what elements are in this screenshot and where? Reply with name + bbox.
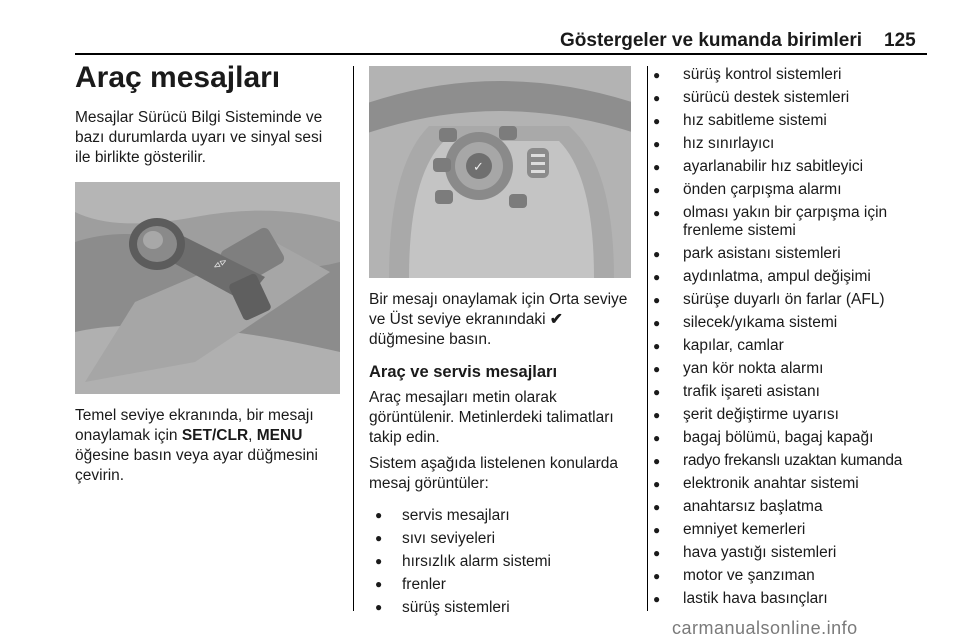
list-item: ● bagaj bölümü, bagaj kapağı [653,429,943,447]
list-item: ● anahtarsız başlatma [653,498,943,516]
header-rule [75,53,927,55]
column-divider [647,66,648,611]
list-item: ● servis mesajları [375,504,639,527]
column-3 [653,66,943,613]
list-item: ● hava yastığı sistemleri [653,544,943,562]
subsection-heading: Araç ve servis mesajları [369,363,558,381]
list-item: ● yan kör nokta alarmı [653,360,943,378]
list-item: ● lastik hava basınçları [653,590,943,608]
watermark: carmanualsonline.info [672,618,858,638]
lever-caption: Temel seviye ekranında, bir mesajı onaylamak için SET/CLR, MENU öğesine basın veya ayar düğmesini çevirin. [75,407,318,484]
list-item: ● trafik işareti asistanı [653,383,943,401]
list-item: ● aydınlatma, ampul değişimi [653,268,943,286]
list-item: ● şerit değiştirme uyarısı [653,406,943,424]
svg-text:⊲⊳: ⊲⊳ [211,255,230,272]
list-item: ● park asistanı sistemleri [653,245,943,263]
list-item: ● önden çarpışma alarmı [653,181,943,199]
list-item: ● olması yakın bir çarpışma için frenleme sistemi [653,204,913,240]
steering-wheel-controls-illustration [369,66,631,278]
list-item: ● radyo frekanslı uzaktan kumanda [653,452,943,470]
topic-list-continued [653,66,943,608]
list-item: ● elektronik anahtar sistemi [653,475,943,493]
svg-text:✓: ✓ [473,160,484,175]
paragraph: Araç mesajları metin olarak görüntülenir. Metinlerdeki talimatları takip edin. [369,389,614,446]
column-divider [353,66,354,611]
column-1 [75,60,340,486]
stalk-lever-illustration [75,182,340,394]
topic-list [369,504,639,619]
list-item: ● sürüş sistemleri [375,596,639,619]
list-item: ● hırsızlık alarm sistemi [375,550,639,573]
list-item: ● silecek/yıkama sistemi [653,314,943,332]
list-item: ● sıvı seviyeleri [375,527,639,550]
list-item: ● sürüşe duyarlı ön farlar (AFL) [653,291,943,309]
section-heading: Araç mesajları [75,61,281,94]
list-item: ● ayarlanabilir hız sabitleyici [653,158,943,176]
list-item: ● emniyet kemerleri [653,521,943,539]
list-item: ● sürüş kontrol sistemleri [653,66,943,84]
running-header-title: Göstergeler ve kumanda birimleri [560,30,863,51]
paragraph: Sistem aşağıda listelenen konularda mesaj görüntüler: [369,455,619,492]
page-number: 125 [884,30,916,51]
list-item: ● sürücü destek sistemleri [653,89,943,107]
list-item: ● hız sınırlayıcı [653,135,943,153]
column-2 [369,66,639,619]
list-item: ● frenler [375,573,639,596]
intro-paragraph: Mesajlar Sürücü Bilgi Sisteminde ve bazı durumlarda uyarı ve sinyal sesi ile birlikte gösterilir. [75,109,323,166]
list-item: ● hız sabitleme sistemi [653,112,943,130]
wheel-caption: Bir mesajı onaylamak için Orta seviye ve Üst seviye ekranındaki ✔ düğmesine basın. [369,291,628,348]
list-item: ● motor ve şanzıman [653,567,943,585]
check-icon: ✔ [549,311,563,328]
list-item: ● kapılar, camlar [653,337,943,355]
